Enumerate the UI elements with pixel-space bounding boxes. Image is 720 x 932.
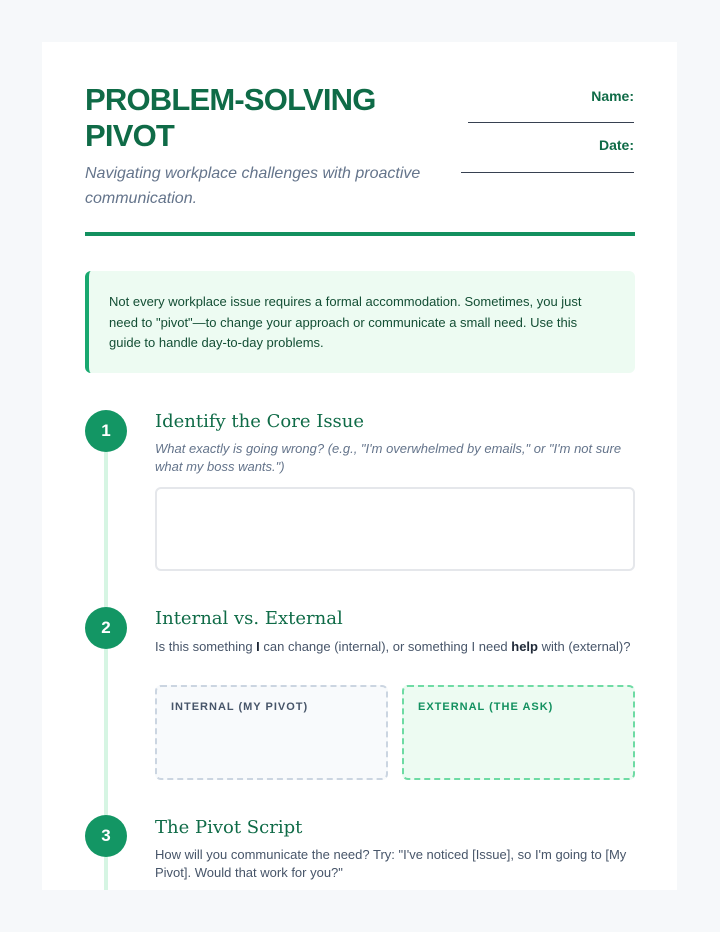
worksheet-page (42, 42, 677, 890)
name-label: Name: (591, 88, 634, 104)
step-2-title: Internal vs. External (155, 608, 343, 629)
step-1-answer-box[interactable] (155, 487, 635, 571)
step-2-badge: 2 (85, 607, 127, 649)
step-1-title: Identify the Core Issue (155, 411, 365, 432)
step-3-prompt: How will you communicate the need? Try: "I've noticed [Issue], so I'm going to [My Pivot]. Would that work for you?" (155, 847, 627, 880)
intro-callout: Not every workplace issue requires a formal accommodation. Sometimes, you just need to "pivot"—to change your approach or communicate a small need. Use this guide to handle day-to-day problems. (85, 271, 635, 373)
page-title: PROBLEM-SOLVING PIVOT (85, 82, 376, 153)
external-ask-label: EXTERNAL (THE ASK) (418, 701, 554, 713)
header-divider (85, 232, 635, 236)
name-field-line[interactable] (468, 122, 634, 123)
internal-pivot-label: INTERNAL (MY PIVOT) (171, 701, 309, 713)
internal-pivot-box[interactable] (155, 685, 388, 780)
step-1-prompt: What exactly is going wrong? (e.g., "I'm overwhelmed by emails," or "I'm not sure what my boss wants.") (155, 441, 622, 474)
step-1-badge: 1 (85, 410, 127, 452)
external-ask-box[interactable] (402, 685, 635, 780)
step-3-title: The Pivot Script (155, 817, 303, 838)
step-2-prompt: Is this something I can change (internal), or something I need help with (external)? (155, 639, 631, 654)
page-subtitle: Navigating workplace challenges with proactive communication. (85, 165, 421, 207)
date-label: Date: (598, 137, 634, 153)
date-field-line[interactable] (461, 172, 634, 173)
step-3-badge: 3 (85, 815, 127, 857)
